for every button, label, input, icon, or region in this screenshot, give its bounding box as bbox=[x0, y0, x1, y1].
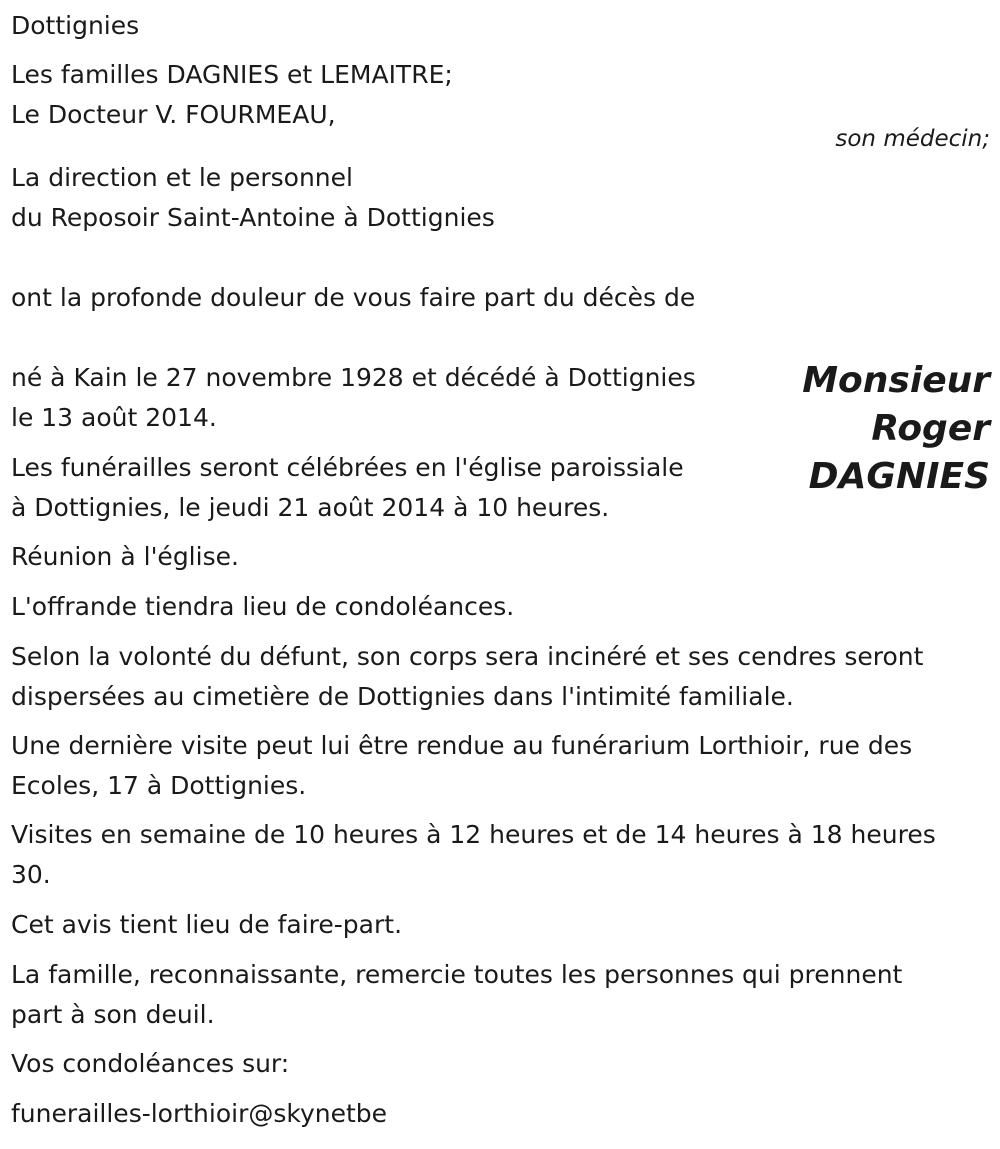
cremation-line-1: Selon la volonté du défunt, son corps sera incinéré et ses cendres seront bbox=[11, 642, 924, 671]
deceased-name bbox=[802, 357, 990, 501]
deceased-first-name: Roger bbox=[871, 408, 990, 449]
visit-line-1: Une dernière visite peut lui être rendue au funérarium Lorthioir, rue des bbox=[11, 731, 913, 760]
visit-hours-line-1: Visites en semaine de 10 heures à 12 heures et de 14 heures à 18 heures bbox=[11, 820, 936, 849]
funeral-line-1: Les funérailles seront célébrées en l'église paroissiale bbox=[11, 453, 684, 482]
deceased-title: Monsieur bbox=[802, 360, 990, 401]
staff-line-1: La direction et le personnel bbox=[11, 163, 353, 192]
header-location: Dottignies bbox=[11, 11, 140, 40]
visit-hours-line-2: 30. bbox=[11, 860, 51, 889]
thanks-line-1: La famille, reconnaissante, remercie toutes les personnes qui prennent bbox=[11, 960, 903, 989]
staff-line-2: du Reposoir Saint-Antoine à Dottignies bbox=[11, 203, 495, 232]
birth-line-2: le 13 août 2014. bbox=[11, 403, 217, 432]
families-line: Les familles DAGNIES et LEMAITRE; bbox=[11, 60, 453, 89]
doctor-role: son médecin; bbox=[835, 126, 990, 152]
condolences-email[interactable]: funerailles-lorthioir@skynetbe bbox=[11, 1099, 388, 1128]
notice-line: Cet avis tient lieu de faire-part. bbox=[11, 910, 403, 939]
funeral-line-2: à Dottignies, le jeudi 21 août 2014 à 10 heures. bbox=[11, 493, 610, 522]
meeting-line: Réunion à l'église. bbox=[11, 542, 239, 571]
cremation-line-2: dispersées au cimetière de Dottignies dans l'intimité familiale. bbox=[11, 682, 794, 711]
birth-line-1: né à Kain le 27 novembre 1928 et décédé à Dottignies bbox=[11, 363, 696, 392]
deceased-last-name: DAGNIES bbox=[808, 456, 990, 497]
doctor-line: Le Docteur V. FOURMEAU, bbox=[11, 100, 336, 129]
offering-line: L'offrande tiendra lieu de condoléances. bbox=[11, 592, 515, 621]
condolences-label: Vos condoléances sur: bbox=[11, 1049, 290, 1078]
announcement: ont la profonde douleur de vous faire part du décès de bbox=[11, 283, 696, 312]
thanks-line-2: part à son deuil. bbox=[11, 1000, 215, 1029]
visit-line-2: Ecoles, 17 à Dottignies. bbox=[11, 771, 307, 800]
